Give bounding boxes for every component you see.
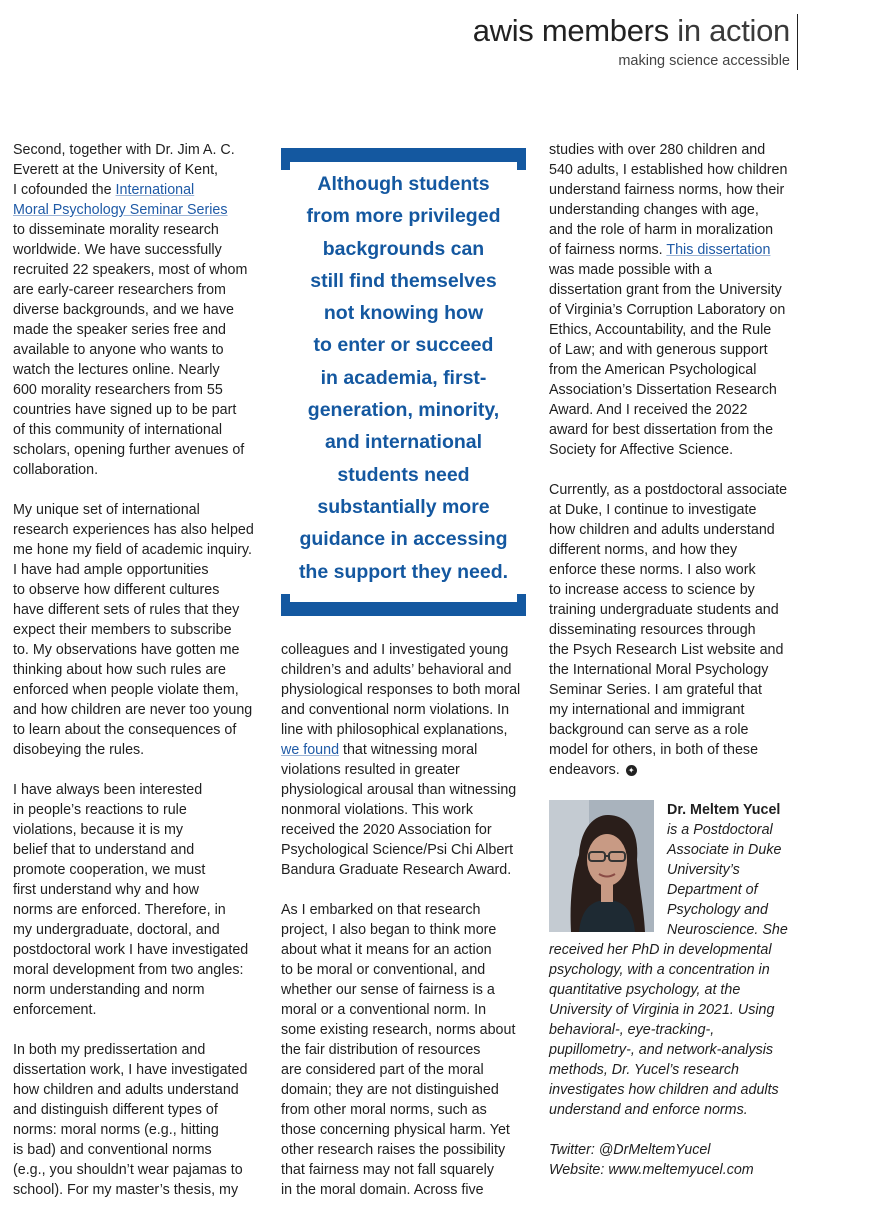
- quote-bracket-bottom: [281, 602, 526, 616]
- quote-bracket-top-left: [281, 148, 290, 170]
- text-run: was made possible with a dissertation grant from the University of Virginia’s Corruption Laboratory on Ethics, Accountability, and the Rule of Law; and with generous support from the American Psychological Association’s Dissertation Research Award. And I received the 2022 award for best dissertation from the Society for Affective Science.: [549, 262, 786, 458]
- we-found-link[interactable]: we found: [281, 742, 340, 758]
- article-end-icon: ✦: [626, 765, 637, 776]
- text-run: Second, together with Dr. Jim A. C. Everett at the University of Kent, I cofounded the: [13, 142, 235, 198]
- paragraph: I have always been interested in people’s reactions to rule violations, because it is my belief that to understand and promote cooperation, we must first understand why and how norms are enforced. Therefore, in my undergraduate, doctoral, and postdoctoral work I have investigated moral development from two angles: norm understanding and norm enforcement.: [13, 782, 249, 1018]
- twitter-handle: Twitter: @DrMeltemYucel: [549, 1142, 711, 1158]
- quote-bracket-top-right: [517, 148, 526, 170]
- text-run: studies with over 280 children and 540 adults, I established how children understand fairness norms, how their understanding changes with age, and the role of harm in moralization of fairness norms.: [549, 142, 788, 258]
- paragraph: [13, 140, 265, 480]
- paragraph: [549, 140, 794, 460]
- author-contact: [549, 1140, 794, 1180]
- bio-upper: [667, 800, 794, 940]
- text-run: Currently, as a postdoctoral associate at Duke, I continue to investigate how children and adults understand different norms, and how they enforce these norms. I also work to increase access to science by training undergraduate students and disseminating resources through the Psych Research List website and the International Moral Psychology Seminar Series. I am grateful that my international and immigrant background can serve as a role model for others, in both of these endeavors.: [549, 482, 788, 778]
- seminar-series-link[interactable]: International Moral Psychology Seminar Series: [13, 182, 228, 218]
- paragraph: My unique set of international research experiences has also helped me hone my field of academic inquiry. I have had ample opportunities to observe how different cultures have different sets of rules that they expect their members to subscribe to. My observations have gotten me thinking about how such rules are enforced when people violate them, and how children are never too young to learn about the consequences of disobeying the rules.: [13, 502, 254, 758]
- author-photo: [549, 800, 654, 932]
- text-run: to disseminate morality research worldwide. We have successfully recruited 22 speakers, most of whom are early-career researchers from diverse backgrounds, and we have made the speaker series free and available to anyone who wants to watch the lectures online. Nearly 600 morality researchers from 55 countries have signed up to be part of this community of international scholars, opening further avenues of collaboration.: [13, 222, 248, 478]
- bio-lower-text: received her PhD in developmental psychology, with a concentration in quantitative psychology, at the University of Virginia in 2021. Using behavioral-, eye-tracking-, pupillometry-, and network-analysis methods, Dr. Yucel’s research investigates how children and adults understand and enforce norms.: [549, 942, 779, 1118]
- dissertation-link[interactable]: This dissertation: [666, 242, 771, 258]
- header-divider: [797, 14, 798, 70]
- bio-upper-text: is a Postdoctoral Associate in Duke University’s Department of Psychology and Neuroscience. She: [667, 822, 788, 938]
- text-run: colleagues and I investigated young children’s and adults’ behavioral and physiological responses to both moral and conventional norm violations. In line with philosophical explanations,: [281, 642, 521, 738]
- section-title-main: awis members: [472, 13, 678, 48]
- section-title: [473, 12, 790, 50]
- page-header: [473, 12, 790, 70]
- column-middle: [281, 640, 526, 1220]
- column-left: [13, 140, 265, 1220]
- paragraph: [549, 480, 794, 780]
- quote-bracket-bottom-left: [281, 594, 290, 616]
- quote-bracket-bottom-right: [517, 594, 526, 616]
- paragraph: [281, 640, 526, 880]
- paragraph: As I embarked on that research project, I also began to think more about what it means for an action to be moral or conventional, and whether our sense of fairness is a moral or a conventional norm. In some existing research, norms about the fair distribution of resources are considered part of the moral domain; they are not distinguished from other moral norms, such as those concerning physical harm. Yet other research raises the possibility that fairness may not fall squarely in the moral domain. Across five: [281, 902, 516, 1198]
- pull-quote: [281, 148, 526, 616]
- pull-quote-text: Although students from more privileged backgrounds can still find themselves not knowing how to enter or succeed in academia, first- generation, minority, and international students need substantially more guidance in accessing the support they need.: [298, 173, 509, 583]
- section-title-accent: in action: [677, 13, 790, 48]
- column-right: [549, 140, 794, 800]
- paragraph: In both my predissertation and dissertation work, I have investigated how children and adults understand and distinguish different types of norms: moral norms (e.g., hitting is bad) and conventional norms (e.g., you shouldn’t wear pajamas to school). For my master’s thesis, my: [13, 1042, 248, 1198]
- section-subtitle: making science accessible: [618, 53, 790, 69]
- quote-bracket-top: [281, 148, 526, 162]
- author-bio: [549, 800, 794, 1180]
- website-url: Website: www.meltemyucel.com: [549, 1162, 754, 1178]
- text-run: that witnessing moral violations resulted in greater physiological arousal than witnessing nonmoral violations. This work received the 2020 Association for Psychological Science/Psi Chi Albert Bandura Graduate Research Award.: [281, 742, 517, 878]
- portrait-illustration: [549, 800, 654, 932]
- author-name: Dr. Meltem Yucel: [667, 802, 781, 818]
